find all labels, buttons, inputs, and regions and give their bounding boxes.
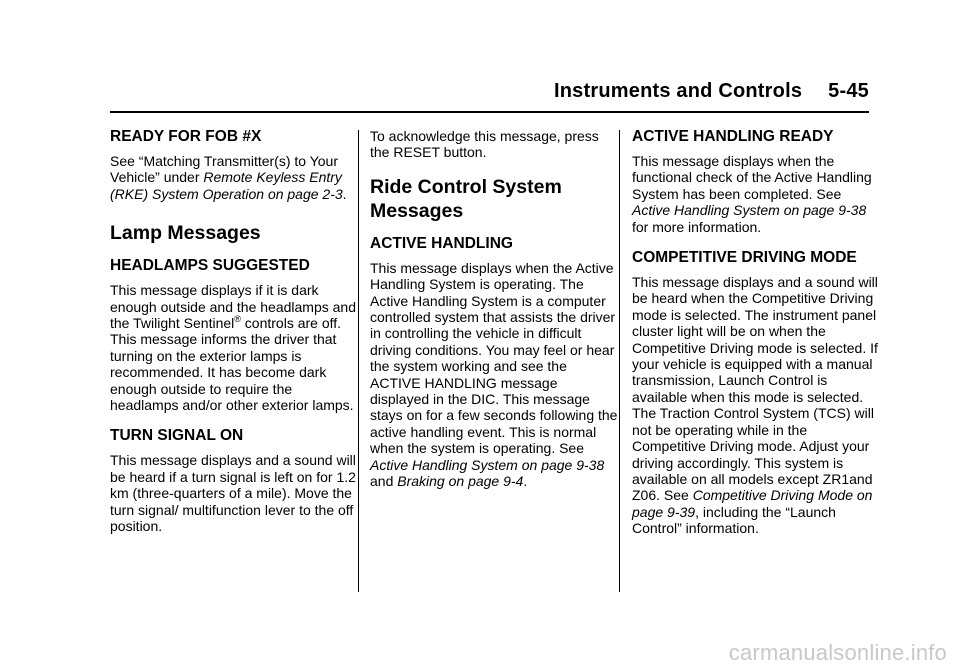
paragraph-fob: See “Matching Transmitter(s) to Your Vehicle” under Remote Keyless Entry (RKE) System Operation on page 2-3. [110,153,347,202]
paragraph-headlamps: This message displays if it is dark enough outside and the headlamps and the Twilight Sentinel® controls are off. This message informs the driver that turning on the exterior lamps is recommended. It has become dark enough outside to require the headlamps and/or other exterior lamps. [110,282,356,414]
page-number: 5-45 [828,80,869,102]
heading-lamp-messages: Lamp Messages [110,222,261,245]
watermark: carmanualsonline.info [728,640,947,665]
heading-turn-signal-on: TURN SIGNAL ON [110,427,244,445]
page-header [554,80,869,103]
column-2 [370,128,620,490]
paragraph-active-handling-ready: This message displays when the functional check of the Active Handling System has been completed. See Active Handling System on page 9-38 for more information. [632,153,872,235]
paragraph-competitive-driving: This message displays and a sound will be heard when the Competitive Driving mode is selected. The instrument panel cluster light will be on when the Competitive Driving mode is selected. If your vehicle is equipped with a manual transmission, Launch Control is available when this mode is selected. The Traction Control System (TCS) will not be operating while in the Competitive Driving mode. Adjust your driving accordingly. This system is available on all models except ZR1and Z06. See Competitive Driving Mode on page 9-39, including the “Launch Control” information. [632,274,878,537]
column-1 [110,128,360,535]
paragraph-active-handling: This message displays when the Active Handling System is operating. The Active Handling System is a computer controlled system that assists the driver in controlling the vehicle in difficult driving conditions. You may feel or hear the system working and see the ACTIVE HANDLING message displayed in the DIC. This message stays on for a few seconds following the active handling event. This is normal when the system is operating. See Active Handling System on page 9-38 and Braking on page 9-4. [370,259,618,490]
link-active-handling-system[interactable]: Active Handling System on page 9-38 [632,202,867,219]
paragraph-turn-signal: This message displays and a sound will be heard if a turn signal is left on for 1.2 km (three-quarters of a mile). Move the turn signal/ multifunction lever to the off position. [110,452,356,535]
heading-active-handling: ACTIVE HANDLING [370,234,513,252]
paragraph-acknowledge: To acknowledge this message, press the RESET button. [370,128,599,161]
link-active-handling-system[interactable]: Active Handling System on page 9-38 [370,456,605,473]
heading-ready-for-fob: READY FOR FOB #X [110,128,262,145]
heading-headlamps-suggested: HEADLAMPS SUGGESTED [110,257,310,275]
heading-ride-control-messages: Ride Control System Messages [370,175,562,222]
heading-active-handling-ready: ACTIVE HANDLING READY [632,128,834,145]
section-title: Instruments and Controls [554,80,803,102]
header-rule [110,111,869,113]
registered-mark: ® [234,314,241,325]
link-competitive-driving-mode[interactable]: Competitive Driving Mode on page 9-39 [632,487,873,520]
link-braking[interactable]: Braking on page 9-4 [397,473,524,490]
heading-competitive-driving-mode: COMPETITIVE DRIVING MODE [632,249,857,267]
column-3 [632,128,882,537]
link-rke-system[interactable]: Remote Keyless Entry (RKE) System Operation on page 2-3 [110,169,343,202]
